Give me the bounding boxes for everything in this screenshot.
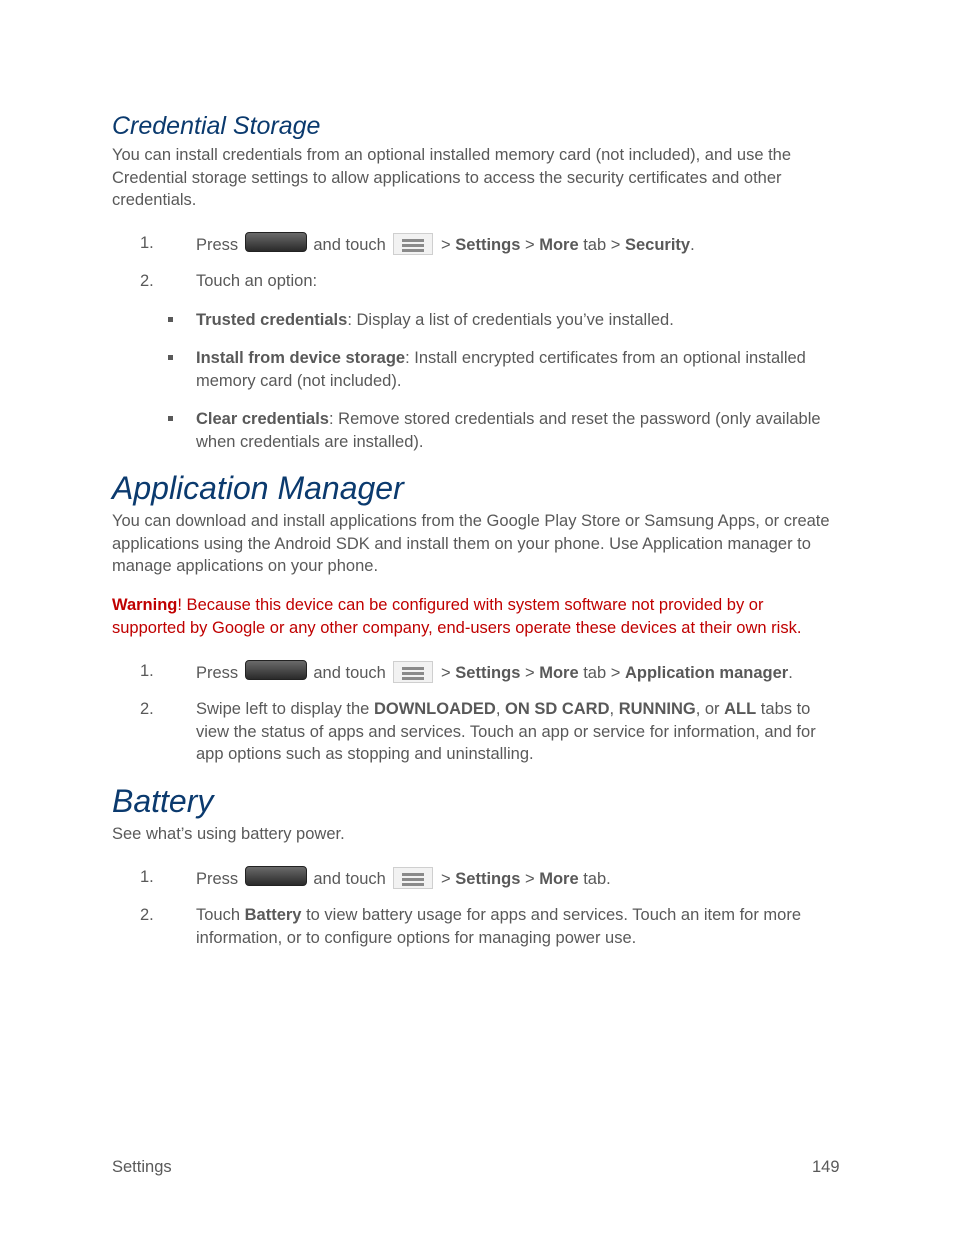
step-number: 1. [140, 662, 154, 680]
page-number: 149 [812, 1158, 840, 1176]
credential-storage-intro: You can install credentials from an optional installed memory card (not included), and use the Credential storage settings to allow applications to access the security certificates and other credentials. [112, 146, 792, 210]
footer-section: Settings [112, 1158, 172, 1176]
tab-running-label: RUNNING [618, 700, 696, 718]
option-desc: : Display a list of credentials you’ve installed. [347, 311, 674, 329]
step-text [196, 698, 846, 766]
battery-intro: See what’s using battery power. [112, 825, 345, 843]
warning-label: Warning [112, 596, 178, 614]
tab-on-sd-card-label: ON SD CARD [505, 700, 610, 718]
step-number: 1. [140, 868, 154, 886]
press-label: Press [196, 664, 239, 682]
press-label: Press [196, 236, 239, 254]
text: Swipe left to display the [196, 700, 374, 718]
application-manager-intro: You can download and install applications from the Google Play Store or Samsung Apps, or create applications using the Android SDK and install them on your phone. Use Application manager to manage applications on your phone. [112, 512, 830, 576]
step-text [196, 232, 846, 257]
separator: , [495, 700, 506, 718]
option-desc: : Remove stored credentials and reset the password (only available when credentials are installed). [196, 410, 821, 451]
separator: > [441, 236, 451, 254]
tab-separator: tab > [583, 236, 621, 254]
step-number: 1. [140, 234, 154, 252]
section-title-application-manager: Application Manager [112, 470, 404, 506]
text: tabs to view the status of apps and services. Touch an app or service for information, and for app options such as stopping and uninstalling. [196, 700, 816, 764]
option-label: Trusted credentials [196, 311, 348, 329]
bullet-icon [168, 355, 173, 360]
menu-key-icon [393, 661, 433, 683]
security-label: Security [624, 236, 691, 254]
period: . [788, 664, 793, 682]
bullet-icon [168, 317, 173, 322]
warning-text: ! Because this device can be configured with system software not provided by or supported by Google or any other company, end-users operate these devices at their own risk. [112, 596, 802, 637]
step-text [196, 904, 846, 949]
menu-key-icon [393, 233, 433, 255]
step-number: 2. [140, 906, 154, 924]
option-desc: : Install encrypted certificates from an optional installed memory card (not included). [196, 349, 806, 390]
separator: > [524, 664, 535, 682]
more-label: More [539, 870, 579, 888]
step-number: 2. [140, 700, 154, 718]
menu-key-icon [393, 867, 433, 889]
separator: > [524, 236, 535, 254]
settings-label: Settings [455, 664, 521, 682]
settings-label: Settings [455, 870, 521, 888]
text: to view battery usage for apps and services. Touch an item for more information, or to configure options for managing power use. [196, 906, 802, 947]
option-label: Clear credentials [196, 410, 329, 428]
settings-label: Settings [455, 236, 521, 254]
home-key-icon [245, 866, 307, 886]
step-text: Touch an option: [196, 272, 318, 290]
separator: , [609, 700, 619, 718]
tab-all-label: ALL [724, 700, 757, 718]
warning-note [112, 594, 837, 639]
separator: , or [695, 700, 725, 718]
more-label: More [539, 664, 579, 682]
home-key-icon [245, 660, 307, 680]
period: . [690, 236, 695, 254]
bullet-icon [168, 416, 173, 421]
tab-downloaded-label: DOWNLOADED [373, 700, 496, 718]
section-title-battery: Battery [112, 783, 214, 819]
battery-label: Battery [244, 906, 302, 924]
tab-separator: tab > [583, 664, 621, 682]
separator: > [524, 870, 535, 888]
separator: > [441, 870, 451, 888]
and-touch-label: and touch [313, 870, 386, 888]
step-text [196, 866, 846, 891]
text: Touch [196, 906, 245, 924]
step-text [196, 660, 846, 685]
tab-label: tab. [583, 870, 611, 888]
and-touch-label: and touch [313, 664, 386, 682]
application-manager-label: Application manager [624, 664, 789, 682]
home-key-icon [245, 232, 307, 252]
option-label: Install from device storage [196, 349, 406, 367]
and-touch-label: and touch [313, 236, 386, 254]
separator: > [441, 664, 451, 682]
step-number: 2. [140, 272, 154, 290]
section-title-credential-storage: Credential Storage [112, 112, 321, 140]
more-label: More [539, 236, 579, 254]
press-label: Press [196, 870, 239, 888]
